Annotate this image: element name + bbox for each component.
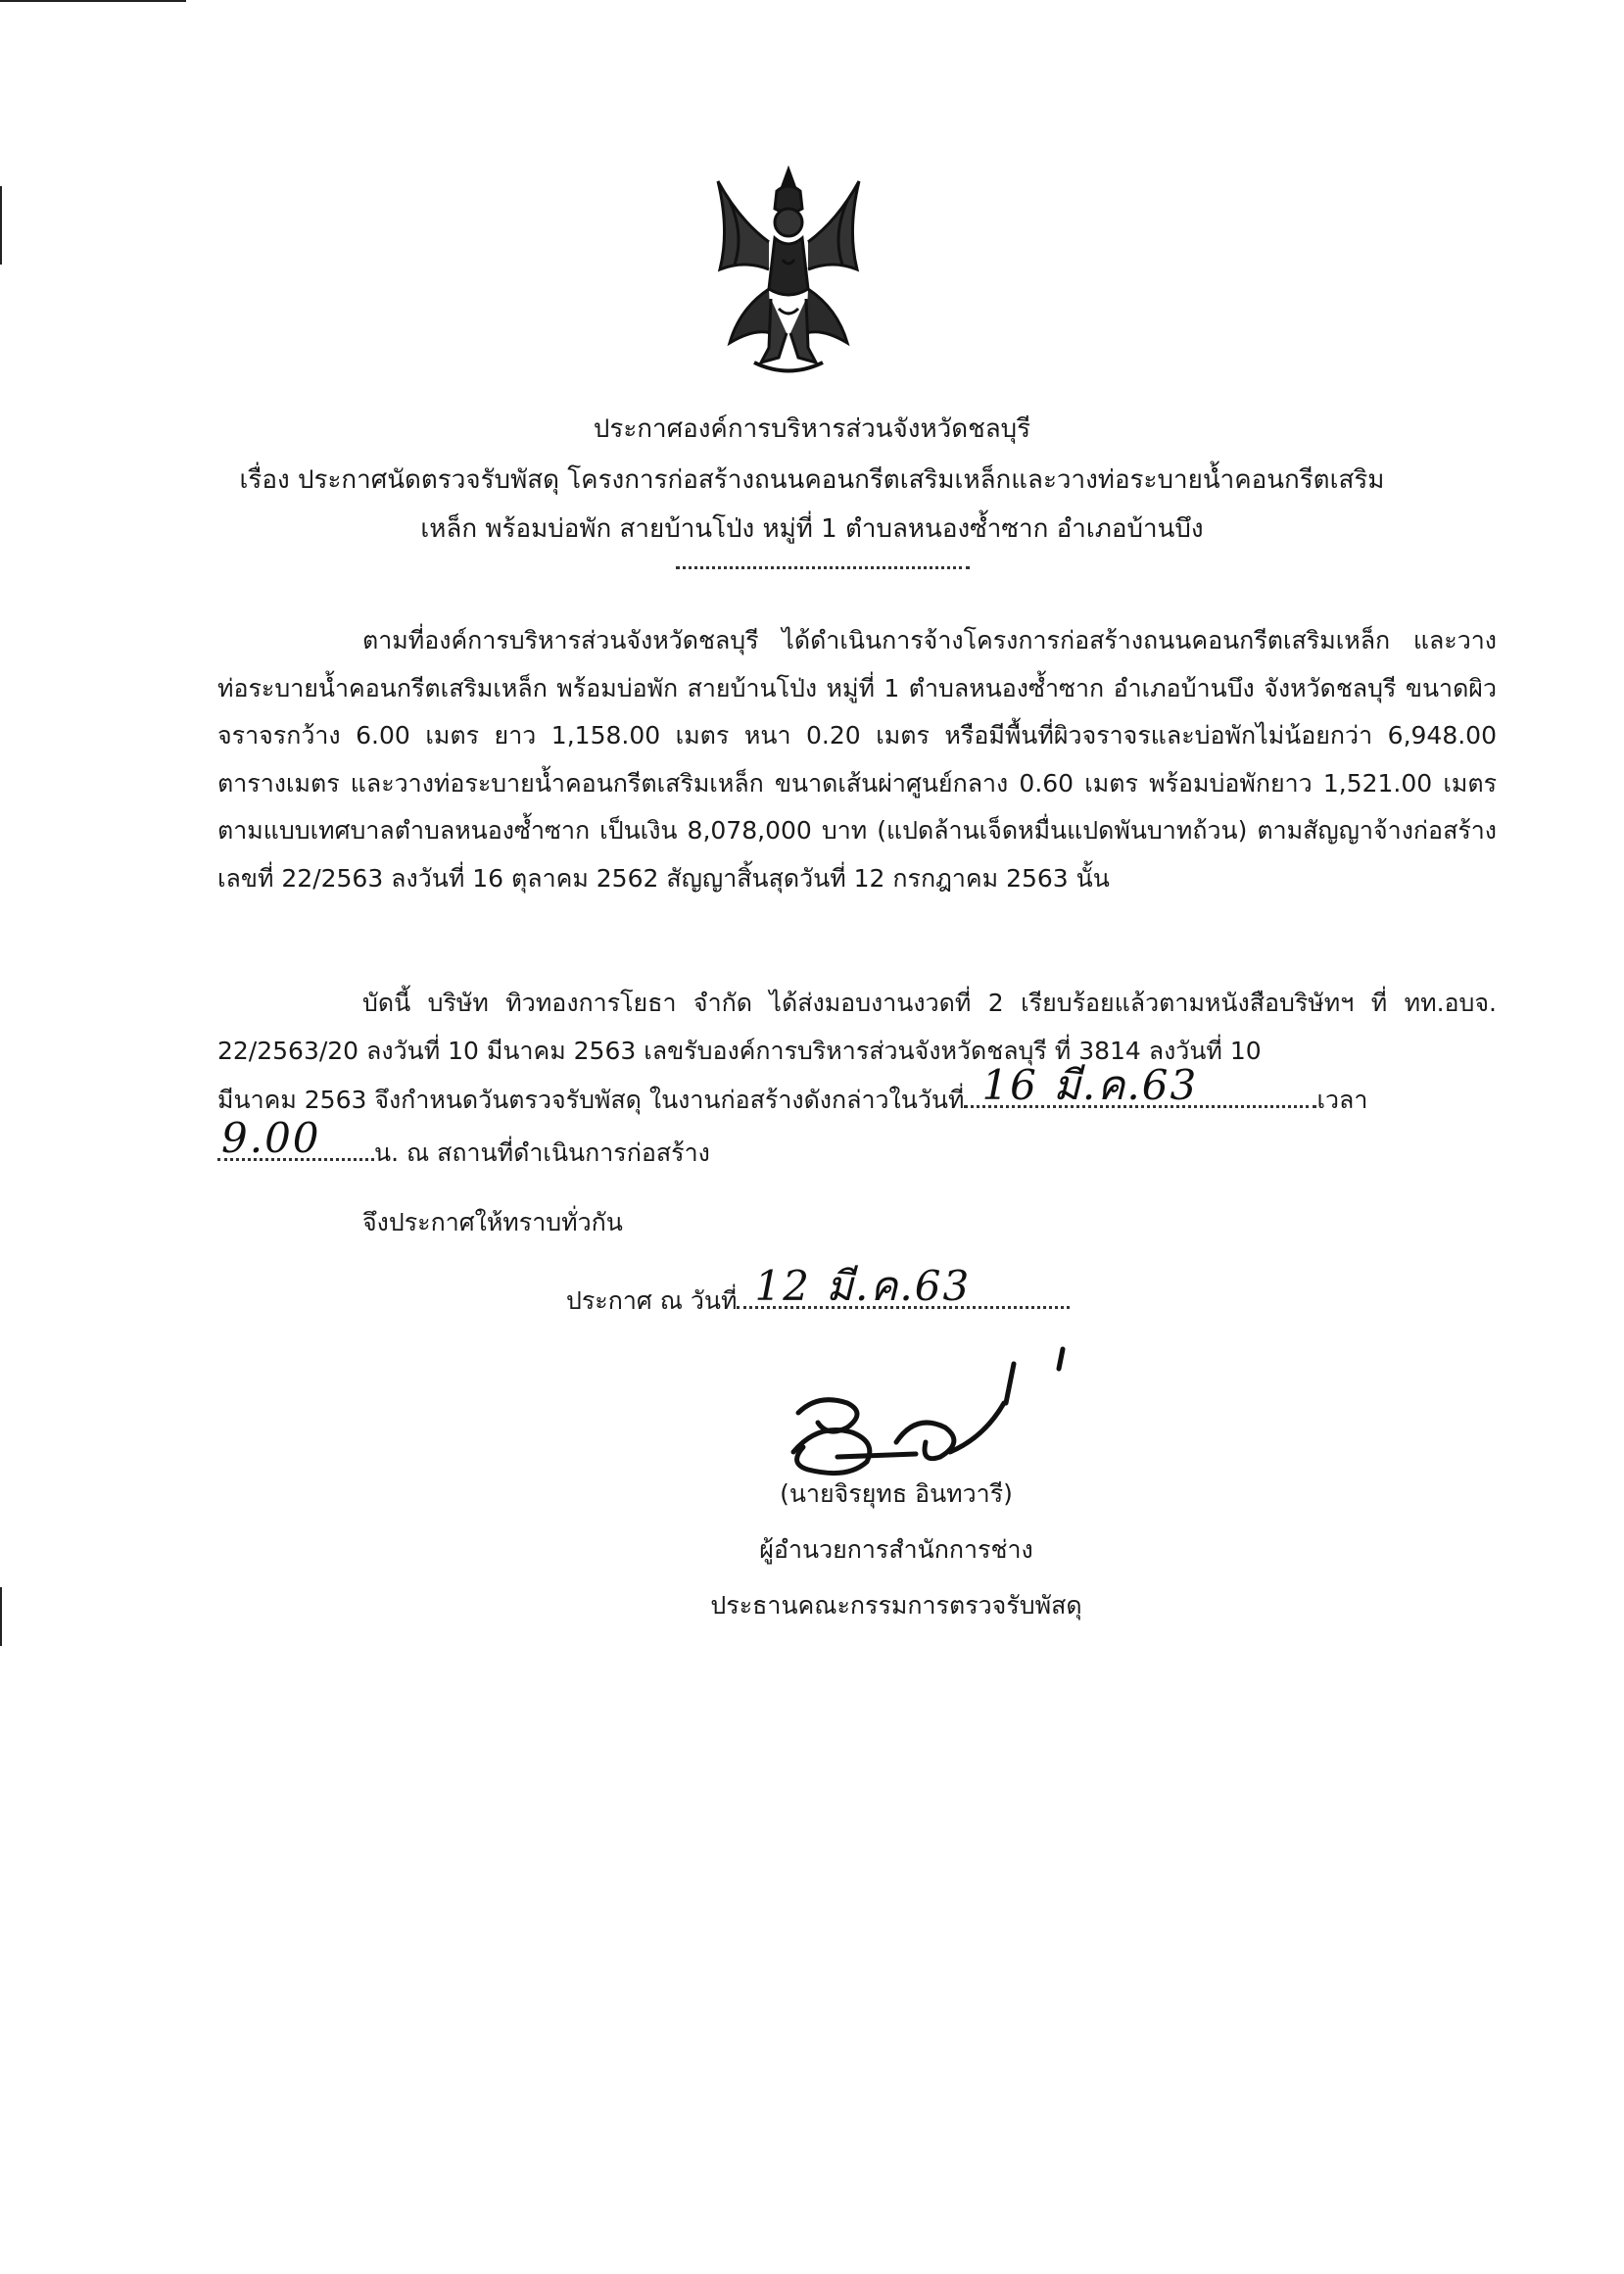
inspection-date-handwritten: 16 มี.ค.63 xyxy=(981,1061,1199,1109)
inspection-location-label: น. ณ สถานที่ดำเนินการก่อสร้าง xyxy=(374,1138,710,1167)
inspection-date-line xyxy=(217,1061,1368,1120)
inspection-time-handwritten: 9.00 xyxy=(221,1114,321,1162)
signatory-name: (นายจิรยุทธ อินทวารี) xyxy=(780,1479,1013,1508)
scan-edge-mark xyxy=(0,186,2,265)
announcement-heading: ประกาศองค์การบริหารส่วนจังหวัดชลบุรี xyxy=(593,414,1031,444)
time-label: เวลา xyxy=(1316,1086,1368,1114)
signatory-position: ผู้อำนวยการสำนักการช่าง xyxy=(759,1535,1033,1564)
announcement-subject-line2: เหล็ก พร้อมบ่อพัก สายบ้านโป่ง หมู่ที่ 1 ตำบลหนองซ้ำซาก อำเภอบ้านบึง xyxy=(420,514,1204,544)
signatory-role: ประธานคณะกรรมการตรวจรับพัสดุ xyxy=(710,1591,1082,1620)
inspection-time-field xyxy=(217,1114,374,1162)
handwritten-signature xyxy=(779,1344,1102,1491)
garuda-emblem-icon xyxy=(700,162,877,382)
announce-date-field xyxy=(737,1262,1070,1310)
announce-date-label: ประกาศ ณ วันที่ xyxy=(566,1286,738,1315)
announce-date-line xyxy=(566,1262,1070,1321)
scan-edge-mark xyxy=(0,0,186,2)
inspection-date-label: มีนาคม 2563 จึงกำหนดวันตรวจรับพัสดุ ในงานก่อสร้างดังกล่าวในวันที่ xyxy=(217,1086,965,1114)
dotted-divider xyxy=(676,566,970,569)
inspection-time-line xyxy=(217,1114,710,1173)
announcement-subject-line1: เรื่อง ประกาศนัดตรวจรับพัสดุ โครงการก่อสร้างถนนคอนกรีตเสริมเหล็กและวางท่อระบายน้ำคอนกรีตเสริม xyxy=(239,465,1385,495)
inspection-date-field xyxy=(964,1061,1316,1109)
project-description-paragraph: ตามที่องค์การบริหารส่วนจังหวัดชลบุรี ได้ดำเนินการจ้างโครงการก่อสร้างถนนคอนกรีตเสริมเหล็ก และวางท่อระบายน้ำคอนกรีตเสริมเหล็ก พร้อมบ่อพัก สายบ้านโป่ง หมู่ที่ 1 ตำบลหนองซ้ำซาก อำเภอบ้านบึง จังหวัดชลบุรี ขนาดผิวจราจรกว้าง 6.00 เมตร ยาว 1,158.00 เมตร หนา 0.20 เมตร หรือมีพื้นที่ผิวจราจรและบ่อพักไม่น้อยกว่า 6,948.00 ตารางเมตร และวางท่อระบายน้ำคอนกรีตเสริมเหล็ก ขนาดเส้นผ่าศูนย์กลาง 0.60 เมตร พร้อมบ่อพักยาว 1,521.00 เมตร ตามแบบเทศบาลตำบลหนองซ้ำซาก เป็นเงิน 8,078,000 บาท (แปดล้านเจ็ดหมื่นแปดพันบาทถ้วน) ตามสัญญาจ้างก่อสร้างเลขที่ 22/2563 ลงวันที่ 16 ตุลาคม 2562 สัญญาสิ้นสุดวันที่ 12 กรกฎาคม 2563 นั้น xyxy=(217,626,1497,893)
scan-edge-mark xyxy=(0,1587,2,1646)
announce-date-handwritten: 12 มี.ค.63 xyxy=(754,1262,972,1310)
notify-text: จึงประกาศให้ทราบทั่วกัน xyxy=(362,1208,623,1236)
delivery-notice-paragraph: บัดนี้ บริษัท ทิวทองการโยธา จำกัด ได้ส่งมอบงานงวดที่ 2 เรียบร้อยแล้วตามหนังสือบริษัทฯ ที่ ทท.อบจ. 22/2563/20 ลงวันที่ 10 มีนาคม 2563 เลขรับองค์การบริหารส่วนจังหวัดชลบุรี ที่ 3814 ลงวันที่ 10 xyxy=(217,989,1497,1065)
